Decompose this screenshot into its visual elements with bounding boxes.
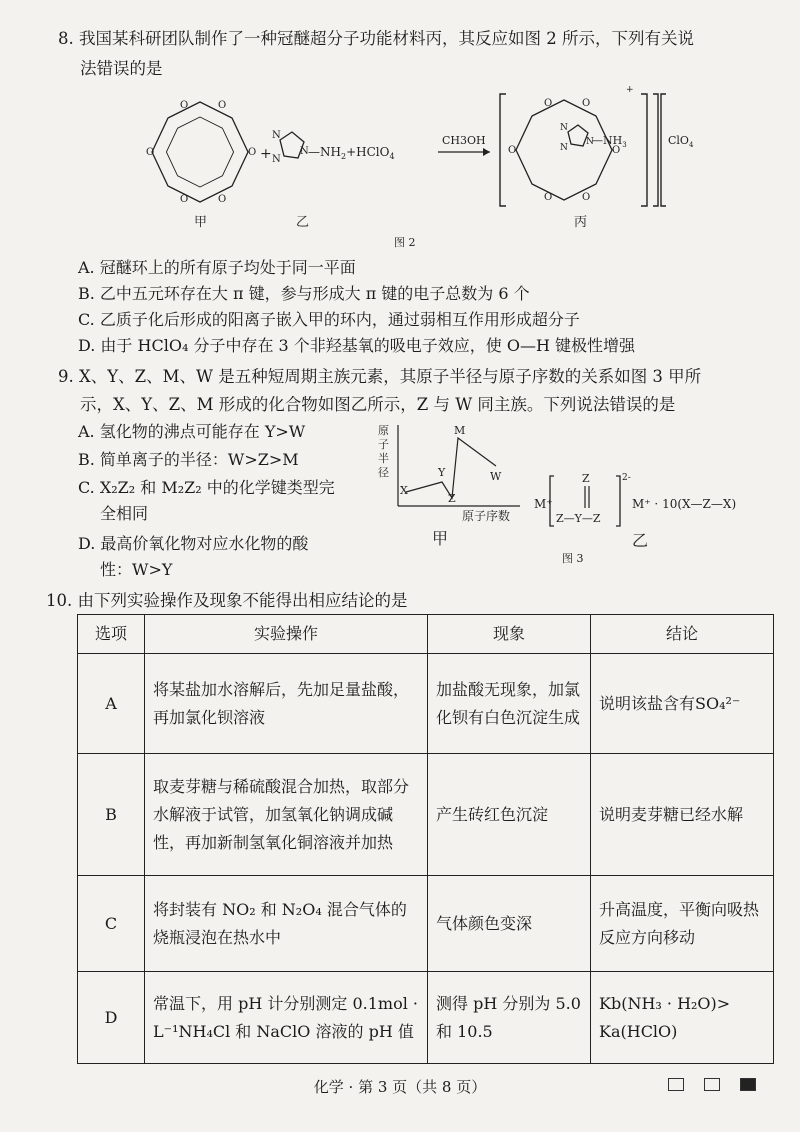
point-w: W xyxy=(490,470,502,483)
row-option: D xyxy=(78,972,145,1064)
ion-z-top: Z xyxy=(582,472,590,485)
plus-sign: + xyxy=(260,146,272,162)
row-conclusion: 说明麦芽糖已经水解 xyxy=(591,754,774,876)
q10-stem: 10. 由下列实验操作及现象不能得出相应结论的是 xyxy=(46,591,408,610)
q8-option-d: D. 由于 HClO₄ 分子中存在 3 个非羟基氧的吸电子效应，使 O—H 键极性增强 xyxy=(78,336,636,355)
row-operation: 将某盐加水溶解后，先加足量盐酸，再加氯化钡溶液 xyxy=(145,654,428,754)
crown-o-5: O xyxy=(180,194,189,205)
triazole-b-n-1: N xyxy=(560,123,568,133)
row-option: A xyxy=(78,654,145,754)
clo4-ion: ClO$_4$ xyxy=(668,134,694,149)
nh3-group: $—NH_3$ xyxy=(592,134,627,149)
radius-graph-vertical-label xyxy=(378,424,389,479)
table-row xyxy=(78,754,774,876)
triazole-n-1: N xyxy=(272,130,281,141)
page-footer: 化学 · 第 3 页（共 8 页） xyxy=(313,1078,487,1096)
point-x: X xyxy=(400,484,408,497)
fig2-caption: 图 2 xyxy=(394,236,416,249)
row-operation: 取麦芽糖与稀硫酸混合加热，取部分水解液于试管，加氢氧化钠调成碱性，再加新制氢氧化铜溶液并加热 xyxy=(145,754,428,876)
q9-option-d-line2: 性：W>Y xyxy=(100,560,173,579)
header-phenomenon: 现象 xyxy=(428,615,591,654)
q9-option-c-line1: C. X₂Z₂ 和 M₂Z₂ 中的化学键类型完 xyxy=(78,478,335,497)
q9-stem-line1: 9. X、Y、Z、M、W 是五种短周期主族元素，其原子半径与原子序数的关系如图 3 甲所 xyxy=(58,367,702,386)
fig3-caption: 图 3 xyxy=(562,552,584,565)
crown-b-o-1: O xyxy=(544,98,553,109)
q8-stem-line2: 法错误的是 xyxy=(80,59,163,78)
triazole-b-n-2: N xyxy=(560,143,568,153)
crown-b-o-2: O xyxy=(582,98,591,109)
row-option: C xyxy=(78,876,145,972)
row-phenomenon: 产生砖红色沉淀 xyxy=(428,754,591,876)
q8-option-c: C. 乙质子化后形成的阳离子嵌入甲的环内，通过弱相互作用形成超分子 xyxy=(78,310,580,329)
header-conclusion: 结论 xyxy=(591,615,774,654)
row-conclusion: 升高温度，平衡向吸热反应方向移动 xyxy=(591,876,774,972)
ion-right: M⁺ · 10(X—Z—X) xyxy=(632,497,737,511)
ion-charge: 2- xyxy=(622,473,631,483)
page-box-3 xyxy=(740,1078,756,1091)
table-row xyxy=(78,876,774,972)
row-phenomenon: 加盐酸无现象，加氯化钡有白色沉淀生成 xyxy=(428,654,591,754)
table-header-row xyxy=(78,615,774,654)
crown-b-o-6: O xyxy=(582,192,591,203)
q9-option-d-line1: D. 最高价氧化物对应水化物的酸 xyxy=(78,534,309,553)
header-operation: 实验操作 xyxy=(145,615,428,654)
row-phenomenon: 气体颜色变深 xyxy=(428,876,591,972)
graph-ylabel: 原子半径 xyxy=(378,424,389,479)
label-jia-3: 甲 xyxy=(432,529,449,548)
q8-stem-line1: 8. 我国某科研团队制作了一种冠醚超分子功能材料丙，其反应如图 2 所示，下列有关说 xyxy=(58,29,694,48)
triazole-n-2: N xyxy=(272,154,281,165)
label-jia: 甲 xyxy=(194,215,208,230)
experiment-table xyxy=(77,614,774,1064)
solvent-label: CH3OH xyxy=(442,134,486,147)
ion-left: M⁺ xyxy=(534,497,553,511)
q8-option-a: A. 冠醚环上的所有原子均处于同一平面 xyxy=(78,258,356,277)
row-operation: 常温下，用 pH 计分别测定 0.1mol · L⁻¹NH₄Cl 和 NaClO 溶液的 pH 值 xyxy=(145,972,428,1064)
svg-text:+: + xyxy=(626,85,634,95)
label-yi-3: 乙 xyxy=(632,531,649,550)
label-bing: 丙 xyxy=(574,215,588,230)
label-yi: 乙 xyxy=(296,215,310,230)
point-z: Z xyxy=(448,492,456,505)
q9-option-a: A. 氢化物的沸点可能存在 Y>W xyxy=(78,422,306,441)
row-conclusion: Kb(NH₃ · H₂O)> Ka(HClO) xyxy=(591,972,774,1064)
graph-xlabel: 原子序数 xyxy=(462,509,511,523)
q8-option-b: B. 乙中五元环存在大 π 键，参与形成大 π 键的电子总数为 6 个 xyxy=(78,284,530,303)
crown-o-2: O xyxy=(218,100,227,111)
triazole-bing xyxy=(568,125,588,146)
q9-stem-line2: 示，X、Y、Z、M 形成的化合物如图乙所示，Z 与 W 同主族。下列说法错误的是 xyxy=(80,395,676,414)
radius-graph xyxy=(398,425,520,506)
row-phenomenon: 测得 pH 分别为 5.0 和 10.5 xyxy=(428,972,591,1064)
table-row xyxy=(78,654,774,754)
point-m: M xyxy=(454,424,466,437)
crown-b-o-4: O xyxy=(508,145,517,156)
crown-o-3: O xyxy=(248,147,257,158)
page-box-1 xyxy=(668,1078,684,1091)
page-box-2 xyxy=(704,1078,720,1091)
q9-option-b: B. 简单离子的半径：W>Z>M xyxy=(78,450,299,469)
point-y: Y xyxy=(438,466,446,479)
q9-option-c-line2: 全相同 xyxy=(100,504,149,523)
crown-o-1: O xyxy=(180,100,189,111)
row-operation: 将封装有 NO₂ 和 N₂O₄ 混合气体的烧瓶浸泡在热水中 xyxy=(145,876,428,972)
row-conclusion: 说明该盐含有SO₄²⁻ xyxy=(591,654,774,754)
figure-2-reaction xyxy=(120,80,694,250)
table-row xyxy=(78,972,774,1064)
triazole-b-n-3: N xyxy=(586,137,594,147)
crown-b-o-3: O xyxy=(612,145,621,156)
ion-z-left: Z—Y—Z xyxy=(556,512,601,525)
row-option: B xyxy=(78,754,145,876)
crown-o-6: O xyxy=(218,194,227,205)
crown-o-4: O xyxy=(146,147,155,158)
crown-ether-jia xyxy=(152,102,248,202)
nh2-group: $—NH_2+HClO_4$ xyxy=(308,145,395,161)
triazole-n-3: N xyxy=(300,146,309,157)
crown-b-o-5: O xyxy=(544,192,553,203)
figure-3 xyxy=(370,420,790,580)
header-option: 选项 xyxy=(78,615,145,654)
